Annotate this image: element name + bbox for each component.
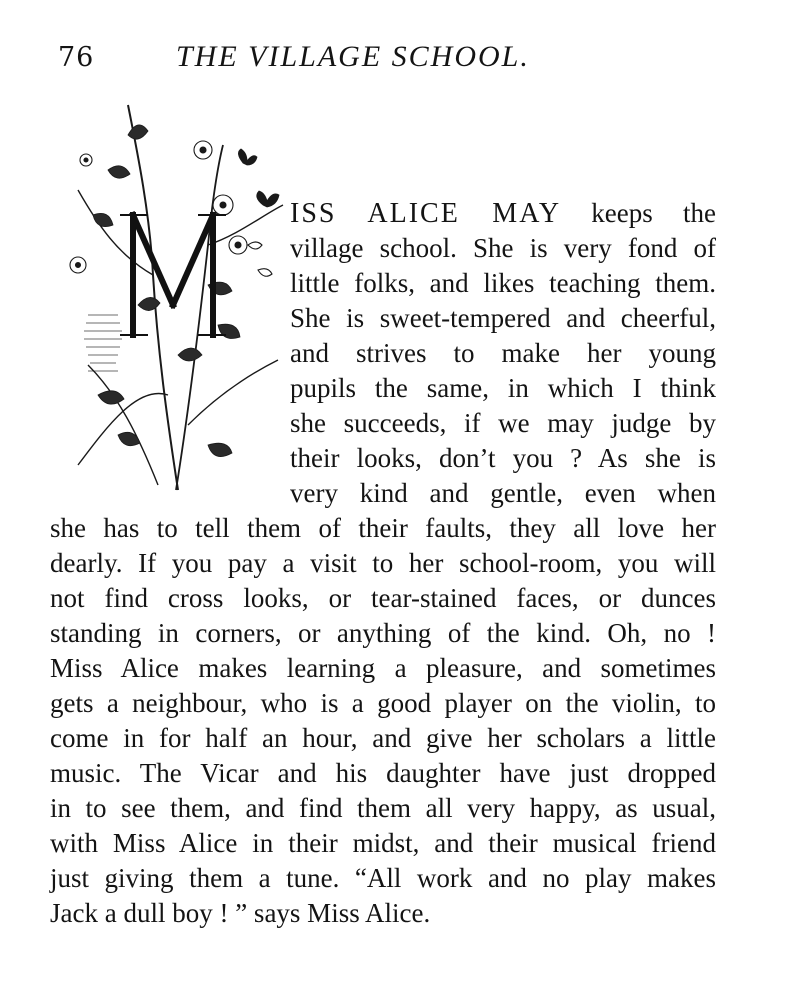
text-line: very kind and gentle, even when [290,478,716,508]
text-line [290,195,716,231]
text-line: she succeeds, if we may judge by [290,408,716,438]
text-line: Miss Alice makes learning a pleasure, and sometimes [50,653,716,683]
text-line: Jack a dull boy ! ” says Miss Alice. [50,898,431,928]
text-line: their looks, don’t you ? As she is [290,443,716,473]
text-line: She is sweet-tempered and cheerful, [290,303,716,333]
text-line: village school. She is very fond of [290,233,716,263]
running-title: THE VILLAGE SCHOOL. [176,40,530,73]
page-number: 76 [58,42,95,73]
text-line: with Miss Alice in their midst, and their musical friend [50,828,716,858]
text-line: standing in corners, or anything of the kind. Oh, no ! [50,618,716,648]
text-line: pupils the same, in which I think [290,373,716,403]
text-line: just giving them a tune. “All work and no play makes [50,863,716,893]
text-fragment: keeps the [561,198,716,228]
text-line: gets a neighbour, who is a good player on the violin, to [50,688,716,718]
text-line: she has to tell them of their faults, they all love her [50,513,716,543]
text-line: not find cross looks, or tear-stained faces, or dunces [50,583,716,613]
text-line: little folks, and likes teaching them. [290,268,716,298]
text-line: dearly. If you pay a visit to her school-room, you will [50,548,716,578]
text-line: and strives to make her young [290,338,716,368]
text-line: come in for half an hour, and give her scholars a little [50,723,716,753]
text-line: in to see them, and find them all very happy, as usual, [50,793,716,823]
text-line: music. The Vicar and his daughter have just dropped [50,758,716,788]
lead-words: ISS ALICE MAY [290,198,562,229]
